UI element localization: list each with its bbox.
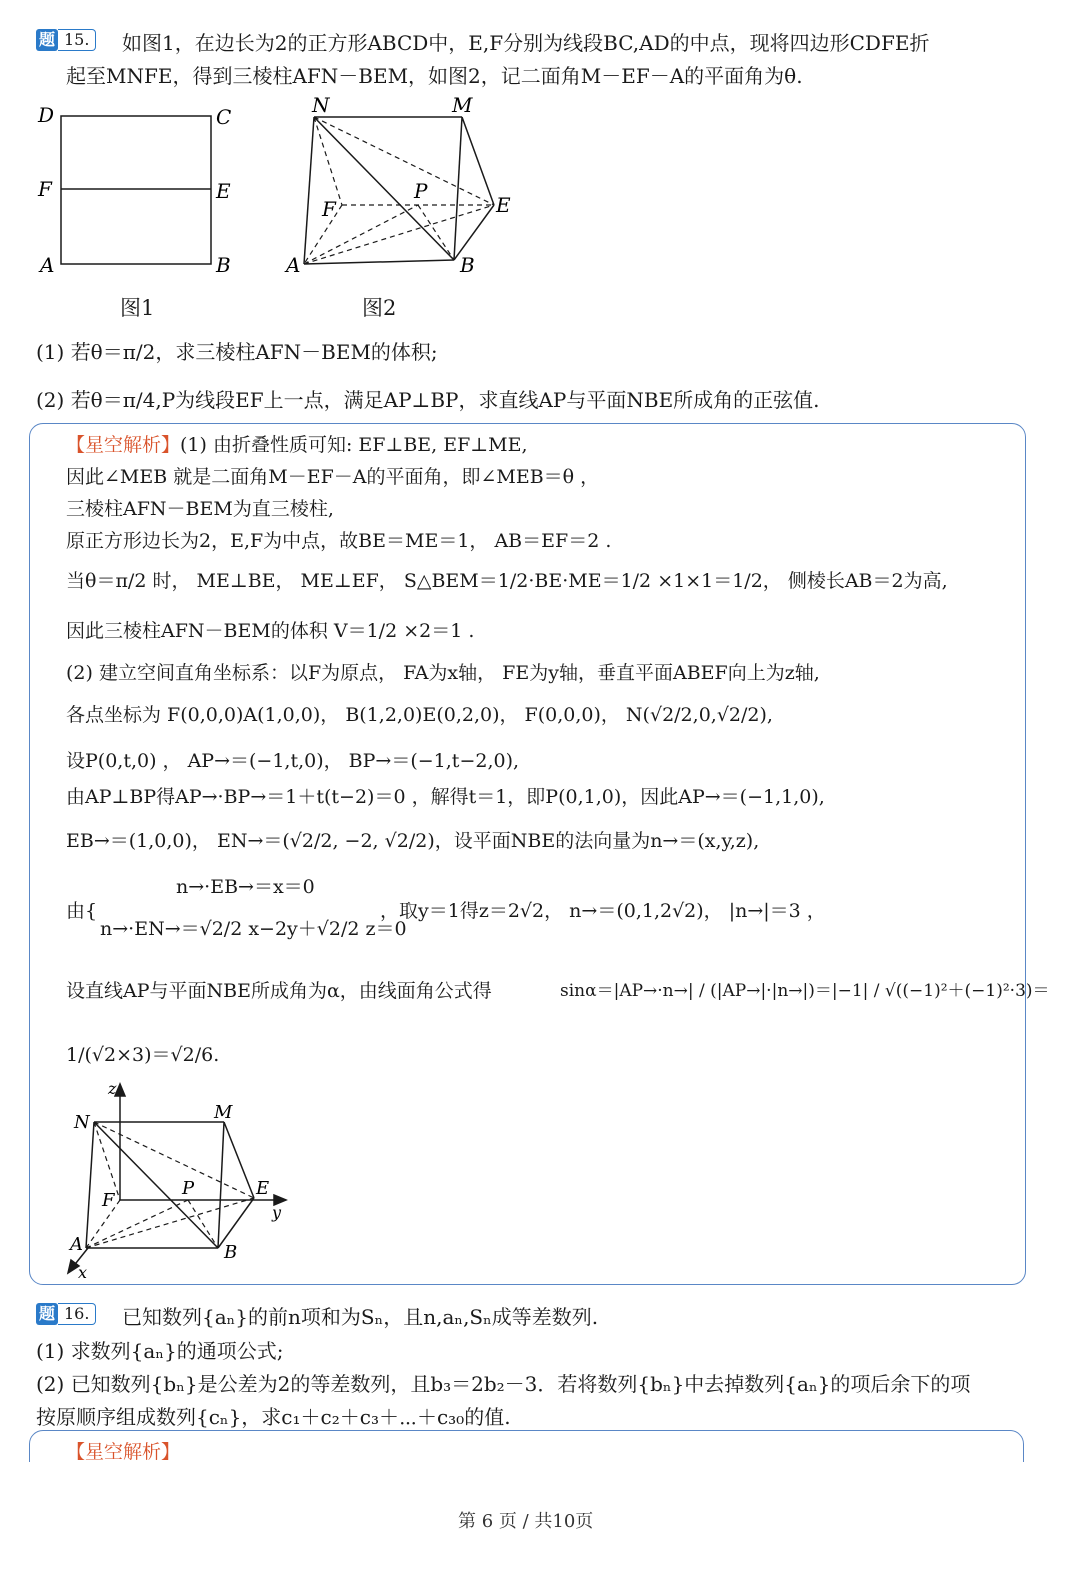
question-number: 16. [58,1303,96,1325]
fig2-label-A: A [286,253,301,277]
solution-16-header: 【星空解析】 [66,1441,181,1463]
fig2-label-E: E [496,193,511,217]
solution-15-sin-formula: sinα＝|AP→·n→| / (|AP→|·|n→|)＝|−1| / √((−1)²＋(−1)²·3)＝ [560,981,1050,1001]
fig1-label-F: F [38,177,52,201]
fig2-label-B: B [460,253,475,277]
solution-header: 【星空解析】 [66,434,181,456]
fig2-label-M: M [452,93,473,117]
question-number: 15. [58,29,96,51]
solution-15-line13: 设直线AP与平面NBE所成角为α，由线面角公式得 [66,980,492,1002]
solution-15-system-eq2: n→·EN→＝√2/2 x−2y＋√2/2 z＝0 [100,918,407,940]
question-tag-icon: 题 [36,29,58,51]
q15-part2: (2) 若θ＝π/4,P为线段EF上一点，满足AP⊥BP，求直线AP与平面NBE所成角的正弦值. [36,388,820,412]
fig3-label-z: z [108,1080,117,1098]
fig1-label-A: A [40,253,55,277]
page-footer: 第 6 页 / 共10页 [458,1511,594,1532]
fig3-label-A: A [70,1234,83,1255]
solution-15-line1 [66,430,528,457]
question-tag-icon: 题 [36,1303,58,1325]
question-tag-16 [36,1302,96,1326]
q15-stem-line2: 起至MNFE，得到三棱柱AFN－BEM，如图2，记二面角M－EF－A的平面角为θ. [66,64,803,88]
fig1-label-B: B [216,253,231,277]
figure-2-prism [282,92,522,282]
fig3-label-M: M [214,1102,233,1123]
figure-2-caption: 图2 [362,296,397,320]
fig1-label-E: E [216,179,231,203]
q16-part2-line1: (2) 已知数列{bₙ}是公差为2的等差数列，且b₃＝2b₂－3．若将数列{bₙ}中去掉数列{aₙ}的项后余下的项 [36,1372,971,1396]
solution-15-line10: 由AP⊥BP得AP→·BP→＝1＋t(t−2)＝0 ，解得t＝1，即P(0,1,0)，因此AP→＝(−1,1,0), [66,786,825,808]
solution-15-line11: EB→＝(1,0,0)， EN→＝(√2/2, −2, √2/2)，设平面NBE的法向量为n→＝(x,y,z), [66,830,760,852]
fig2-label-N: N [312,93,330,117]
solution-text: (1) 由折叠性质可知: EF⊥BE, EF⊥ME, [180,434,528,456]
figure-1-caption: 图1 [120,296,155,320]
solution-15-line14: 1/(√2×3)＝√2/6. [66,1044,220,1066]
q15-part1: (1) 若θ＝π/2，求三棱柱AFN－BEM的体积; [36,340,438,364]
figure-3-coordinate-prism [58,1080,298,1280]
solution-15-system-brace: 由{ [66,900,98,922]
solution-15-line2: 因此∠MEB 就是二面角M－EF－A的平面角，即∠MEB＝θ ， [66,466,600,488]
solution-15-line9: 设P(0,t,0) ， AP→＝(−1,t,0)， BP→＝(−1,t−2,0), [66,750,520,772]
q16-part1: (1) 求数列{aₙ}的通项公式; [36,1339,284,1363]
q16-stem: 已知数列{aₙ}的前n项和为Sₙ，且n,aₙ,Sₙ成等差数列. [122,1305,599,1329]
question-tag-15 [36,28,96,52]
fig3-label-x: x [78,1263,88,1280]
solution-15-line3: 三棱柱AFN－BEM为直三棱柱, [66,498,334,520]
fig3-label-P: P [182,1178,195,1199]
fig3-label-E: E [256,1178,270,1199]
solution-15-line12-result: ，取y＝1得z＝2√2， n→＝(0,1,2√2)， |n→|＝3 ， [380,900,826,922]
q15-stem-line1: 如图1，在边长为2的正方形ABCD中，E,F分别为线段BC,AD的中点，现将四边形CDFE折 [122,31,930,55]
solution-15-line4: 原正方形边长为2，E,F为中点，故BE＝ME＝1， AB＝EF＝2 . [66,530,612,552]
fig2-label-P: P [414,179,428,203]
fig3-label-F: F [102,1190,115,1211]
solution-15-line6: 因此三棱柱AFN－BEM的体积 V＝1/2 ×2＝1 . [66,620,475,642]
solution-15-line5: 当θ＝π/2 时， ME⊥BE， ME⊥EF， S△BEM＝1/2·BE·ME＝1/2 ×1×1＝1/2， 侧棱长AB＝2为高, [66,570,948,592]
solution-15-line8: 各点坐标为 F(0,0,0)A(1,0,0)， B(1,2,0)E(0,2,0)， F(0,0,0)， N(√2/2,0,√2/2), [66,704,773,726]
figure-1-square [30,98,250,288]
fig3-label-y: y [272,1203,282,1222]
fig2-label-F: F [322,197,336,221]
q16-part2-line2: 按原顺序组成数列{cₙ}，求c₁＋c₂＋c₃＋⋯＋c₃₀的值. [36,1405,511,1429]
fig3-label-N: N [74,1112,90,1133]
fig3-label-B: B [224,1242,238,1263]
solution-15-system-eq1: n→·EB→＝x＝0 [176,876,315,898]
solution-15-line7: (2) 建立空间直角坐标系：以F为原点， FA为x轴， FE为y轴，垂直平面ABEF向上为z轴, [66,662,820,684]
fig1-label-D: D [38,103,55,127]
fig1-label-C: C [216,105,232,129]
